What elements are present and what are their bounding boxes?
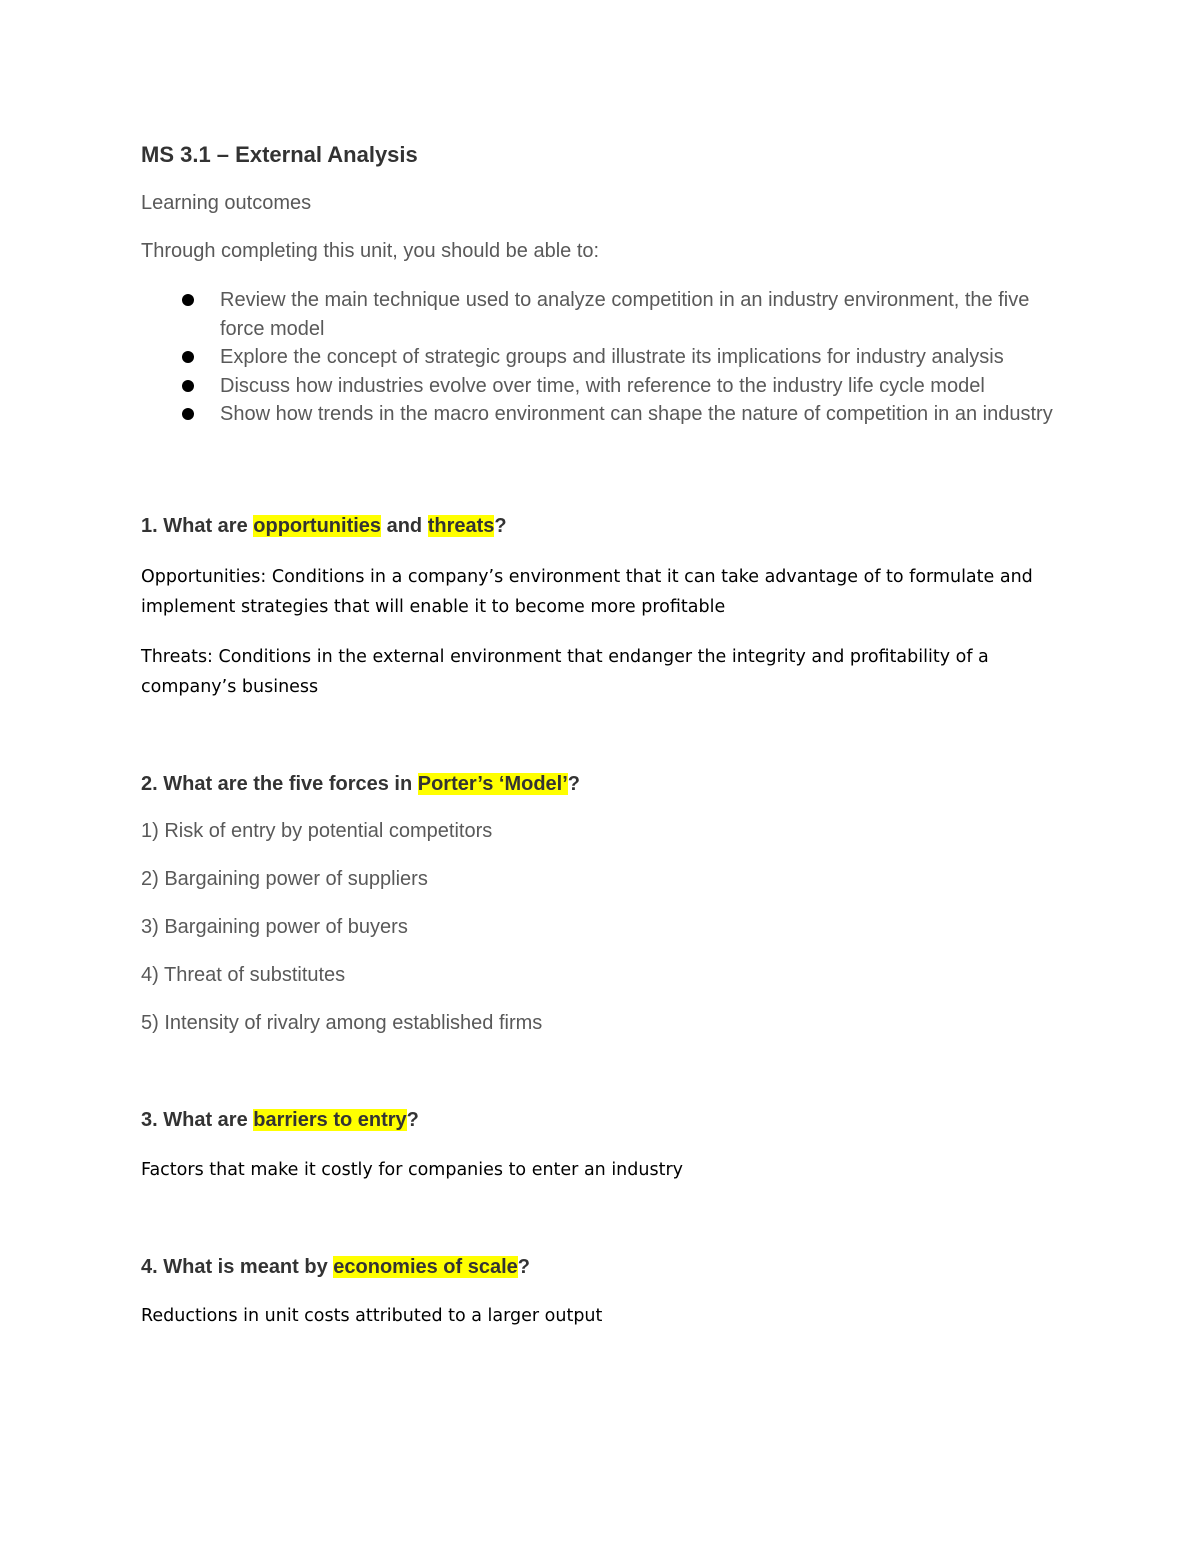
question-2-suffix: ?: [567, 773, 580, 795]
highlight-porters-model: Porter’s ‘Model’: [417, 773, 568, 795]
force-item: 4) Threat of substitutes: [141, 964, 346, 986]
intro-text: Through completing this unit, you should be able to:: [141, 240, 600, 262]
opportunities-answer: Opportunities: Conditions in a company’s environment that it can take advantage of to formulate and implement strategies that will enable it to become more profitable: [141, 567, 1033, 617]
question-2-heading: [141, 773, 580, 796]
force-item: 5) Intensity of rivalry among established firms: [141, 1012, 543, 1034]
question-1-middle: and: [381, 515, 428, 537]
economies-answer: Reductions in unit costs attributed to a larger output: [141, 1306, 603, 1326]
force-item: 1) Risk of entry by potential competitors: [141, 820, 493, 842]
question-3-suffix: ?: [406, 1109, 419, 1131]
question-2-prefix: 2. What are the five forces in: [141, 773, 418, 795]
threats-answer: Threats: Conditions in the external environment that endanger the integrity and profitability of a company’s business: [141, 647, 989, 697]
list-item: [141, 286, 1071, 343]
outcome-text: Discuss how industries evolve over time, with reference to the industry life cycle model: [220, 374, 985, 397]
learning-outcomes-list: [141, 286, 1071, 429]
question-1-suffix: ?: [494, 515, 507, 537]
bullet-icon: [182, 380, 194, 392]
list-item: [141, 400, 1071, 429]
force-item: 2) Bargaining power of suppliers: [141, 868, 428, 890]
question-4-suffix: ?: [517, 1256, 531, 1278]
barriers-answer: Factors that make it costly for companies to enter an industry: [141, 1160, 684, 1180]
outcome-text: Review the main technique used to analyze competition in an industry environment, the five force model: [220, 289, 1030, 340]
bullet-icon: [182, 408, 194, 420]
highlight-economies-of-scale: economies of scale: [333, 1256, 518, 1278]
question-4-prefix: 4. What is meant by: [141, 1256, 334, 1278]
bullet-icon: [182, 294, 194, 306]
highlight-threats: threats: [427, 515, 495, 537]
bullet-icon: [182, 351, 194, 363]
question-1-prefix: 1. What are: [141, 515, 254, 537]
question-4-heading: [141, 1256, 530, 1279]
question-1-heading: [141, 515, 507, 538]
page-title: MS 3.1 – External Analysis: [141, 142, 418, 167]
subtitle: Learning outcomes: [141, 192, 312, 214]
list-item: [141, 343, 1071, 372]
highlight-opportunities: opportunities: [253, 515, 382, 537]
highlight-barriers-to-entry: barriers to entry: [253, 1109, 407, 1131]
question-3-heading: [141, 1109, 419, 1132]
outcome-text: Explore the concept of strategic groups and illustrate its implications for industry analysis: [220, 346, 1004, 368]
outcome-text: Show how trends in the macro environment can shape the nature of competition in an industry: [220, 403, 1053, 425]
question-3-prefix: 3. What are: [141, 1109, 254, 1131]
force-item: 3) Bargaining power of buyers: [141, 916, 408, 938]
list-item: [141, 372, 1071, 401]
